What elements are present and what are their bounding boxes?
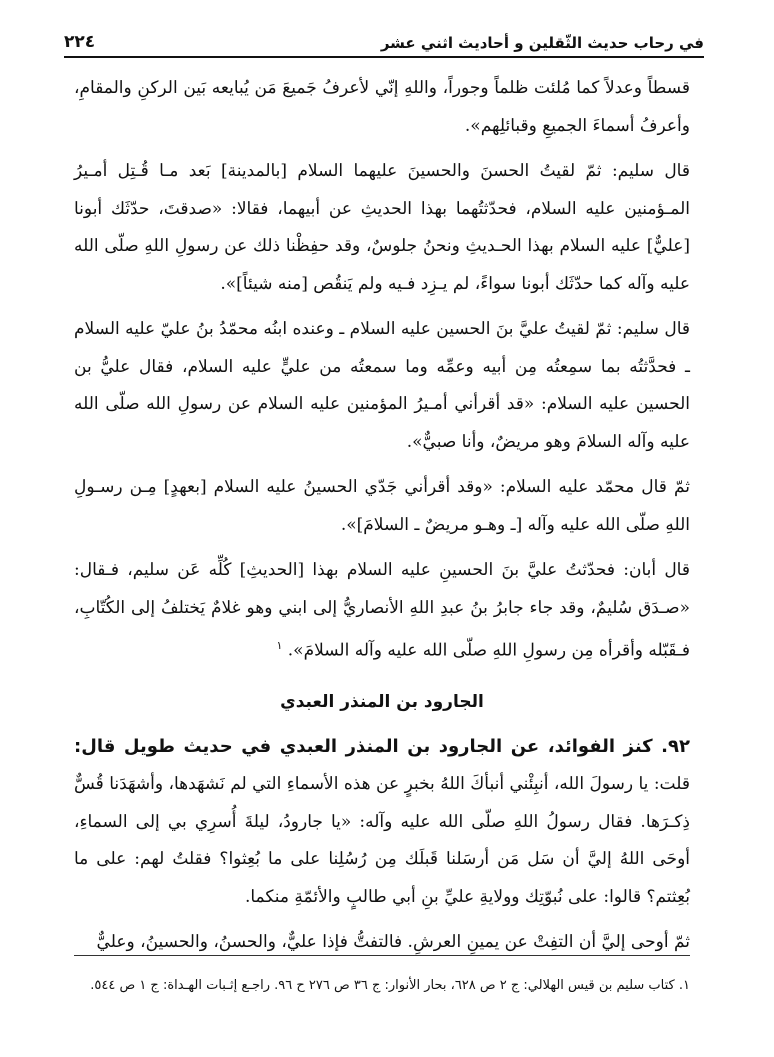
paragraph-3: قال سليم: ثمّ لقيتُ عليَّ بنَ الحسين عليه السلام ـ وعنده ابنُه محمّدُ بنُ عليّ عليه السلام ـ فحدَّثتُه بما سمِعتُه مِن أبيه وعمِّه وما سمعتُه من عليٍّ عليه السلام، فقال عليُّ بن الحسين عليه السلام: «قد أقرأني أمـيرُ المؤمنين عليه السلام عن رسولِ الله صلّى الله عليه وآله السلامَ وهو مريضٌ، وأنا صبيٌّ». [74,319,690,452]
section-heading: الجارود بن المنذر العبدي [280,692,484,713]
paragraph-1: قسطاً وعدلاً كما مُلئت ظلماً وجوراً، واللهِ إنّي لأعرفُ جَميعَ مَن يُبايعه بَين الركنِ والمقامِ، وأعرفُ أسماءَ الجميعِ وقبائلِهم». [74,78,690,136]
page-header [64,18,704,58]
paragraph-5-text: قال أبان: فحدّثتُ عليَّ بنَ الحسينِ عليه السلام بهذا [الحديثِ] كُلِّه عَن سليم، فـقال: «صـدَق سُليمٌ، وقد جاء جابرُ بنُ عبدِ اللهِ الأنصاريُّ إلى ابني وهو غلامٌ يَختلفُ إلى الكُتّابِ، فـقَبّله وأقرأه مِن رسولِ اللهِ صلّى الله عليه وآله السلامَ». [74,560,690,661]
page-number: ٢٢٤ [64,32,96,52]
paragraph-6-text: قلت: يا رسولَ الله، أنبِئْني أنبأكَ اللهُ بخبرٍ عن هذه الأسماءِ التي لم نَشهَدها، وأشهَدَنا قُسٌّ ذِكـرَها. فقال رسولُ اللهِ صلّى الله عليه وآله: «يا جارودُ، ليلةَ أُسرِي بي إلى السماءِ، أوحَى اللهُ إليَّ أن سَل مَن أرسَلنا قَبلَك مِن رُسُلِنا على ما بُعِثوا؟ فقلتُ لهم: على ما بُعِثتم؟ قالوا: على نُبوّتِك وولايةِ عليِّ بنِ أبي طالبٍ والأئمّةِ منكما. [74,774,690,907]
paragraph-6 [74,728,690,917]
page-body [74,70,690,962]
hadith-title: ٩٢. كنز الفوائد، عن الجارود بن المنذر العبدي في حديث طويل قال: [74,735,690,757]
footnote-divider [74,955,690,956]
running-title: في رحاب حديث الثّقلين و أحاديث اثني عشر [380,34,704,52]
footnote-reference: ١ [276,639,283,652]
footnote: ١. كتاب سليم بن قيس الهلالي: ج ٢ ص ٦٢٨، بحار الأنوار: ج ٣٦ ص ٢٧٦ ح ٩٦. راجـع إثـبات الهـداة: ج ١ ص ٥٤٤. [90,978,690,993]
paragraph-2: قال سليم: ثمّ لقيتُ الحسنَ والحسينَ عليهما السلام [بالمدينة] بَعد مـا قُـتِل أمـيرُ المـؤمنين عليه السلام، فحدّثتُهما بهذا الحديثِ عن أبيهما، فقالا: «صدقتَ، حدّثَك أبونا [عليٌّ] عليه السلام بهذا الحـديثِ ونحنُ جلوسٌ، وقد حفِظْنا ذلك عن رسولِ اللهِ صلّى الله عليه وآله كما حدّثَك أبونا سواءً، لم يـزِد فـيه ولم يَنقُص [منه شيئاً]». [74,161,690,294]
paragraph-4: ثمّ قال محمّد عليه السلام: «وقد أقرأني جَدّي الحسينُ عليه السلام [بعهدٍ] مِـن رسـولِ اللهِ صلّى الله عليه وآله [ـ وهـو مريضٌ ـ السلامَ]». [74,477,690,535]
paragraph-5 [74,552,690,670]
paragraph-7: ثمّ أوحى إليَّ أن التفِتْ عن يمينِ العرشِ. فالتفتُّ فإذا عليٌّ، والحسنُ، والحسينُ، وعليٌّ [96,932,690,953]
